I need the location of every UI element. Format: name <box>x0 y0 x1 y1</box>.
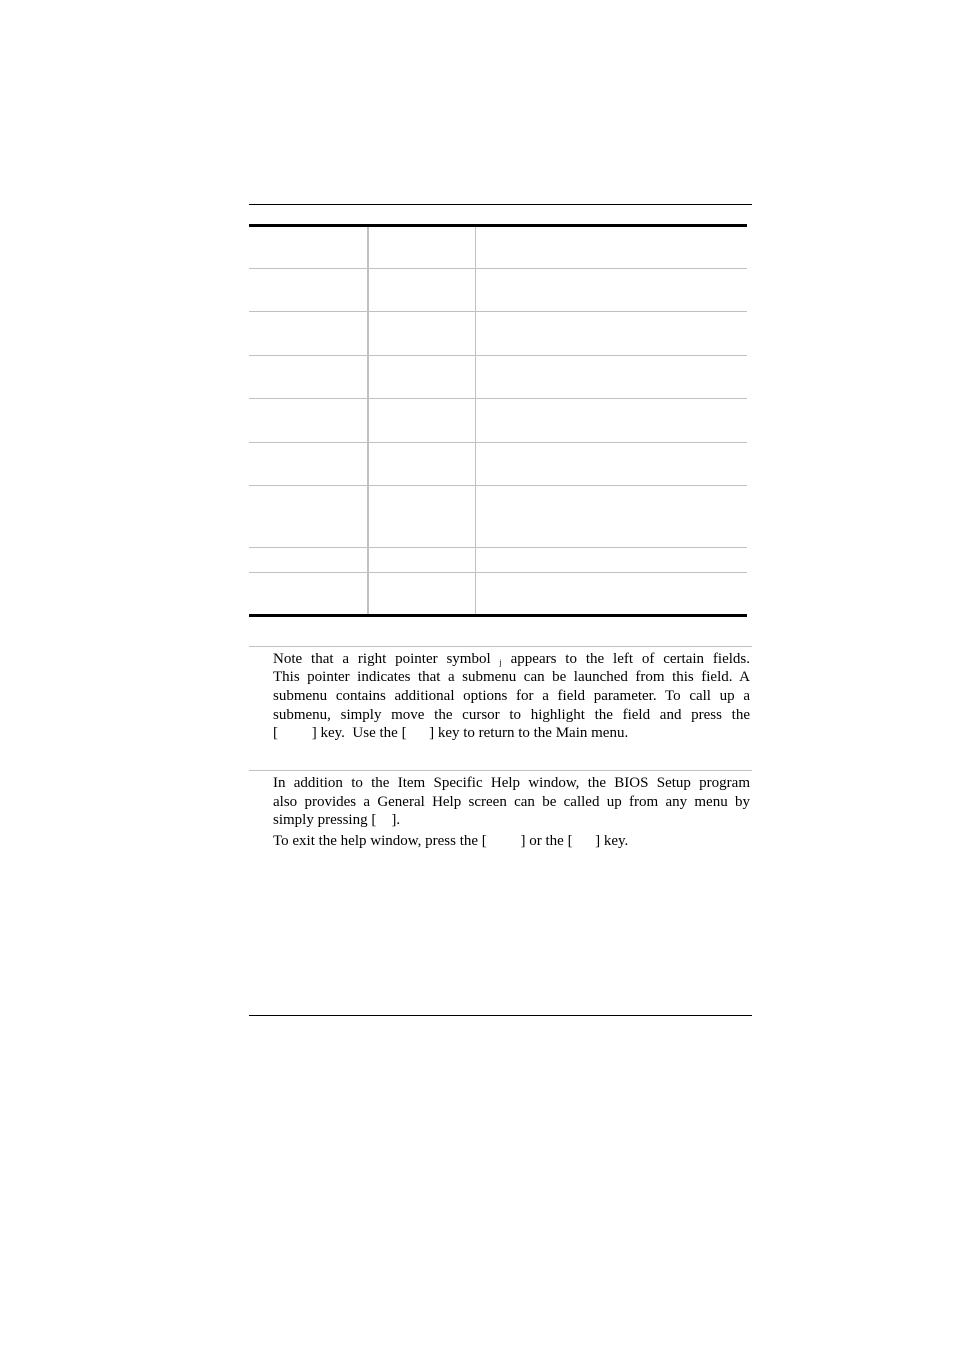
column-divider <box>475 227 476 614</box>
header-rule <box>249 204 752 205</box>
row-divider <box>249 442 747 443</box>
row-divider <box>249 355 747 356</box>
text-line: simply pressing [ ]. <box>273 812 401 828</box>
row-divider <box>249 547 747 548</box>
empty-table <box>249 224 747 617</box>
row-divider <box>249 485 747 486</box>
row-divider <box>249 268 747 269</box>
text-line: To exit the help window, press the [ ] or the [ ] key. <box>273 833 629 849</box>
footer-rule <box>249 1015 752 1016</box>
row-divider <box>249 572 747 573</box>
text-line: submenu contains additional options for a field parameter. To call up a <box>273 688 750 704</box>
text-line: This pointer indicates that a submenu can be launched from this field. A <box>273 669 750 685</box>
text-line: [ ] key. Use the [ ] key to return to the Main menu. <box>273 725 629 741</box>
section-separator <box>249 646 752 647</box>
text-line: submenu, simply move the cursor to highlight the field and press the <box>273 707 750 723</box>
section-separator <box>249 770 752 771</box>
text-line: Note that a right pointer symbol j appears to the left of certain fields. <box>273 651 750 667</box>
column-divider <box>367 227 369 614</box>
row-divider <box>249 311 747 312</box>
text-line: also provides a General Help screen can be called up from any menu by <box>273 794 750 810</box>
right-pointer-icon: j <box>499 658 502 667</box>
row-divider <box>249 398 747 399</box>
text-line: In addition to the Item Specific Help window, the BIOS Setup program <box>273 775 750 791</box>
